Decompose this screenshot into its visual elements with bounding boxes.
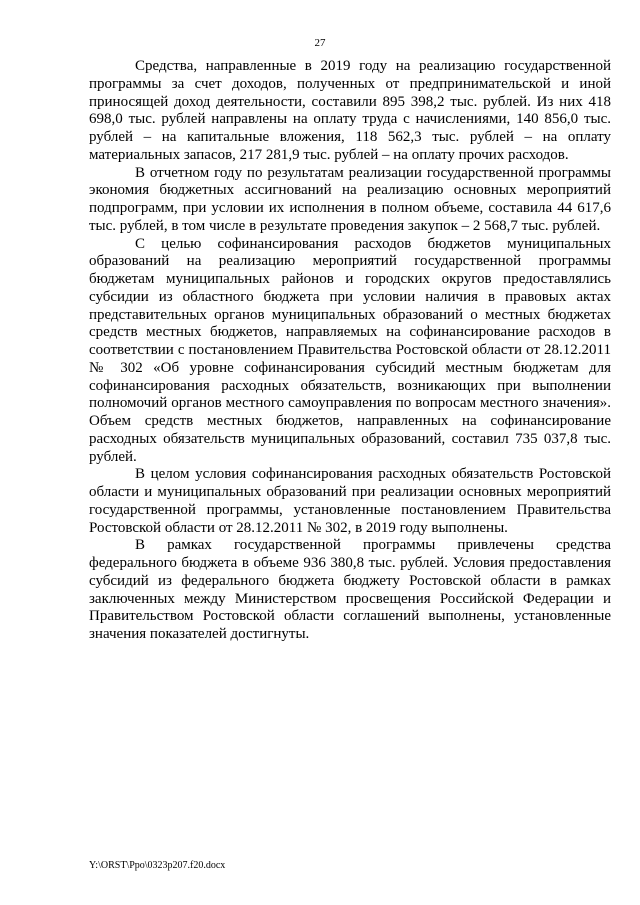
document-body [89, 58, 611, 644]
page-number: 27 [314, 37, 326, 49]
paragraph-funds-from-business-activity: Средства, направленные в 2019 году на реализацию государственной программы за счет доходов, полученных от предпринимательской и иной приносящей доход деятельности, составили 895 398,2 тыс. рублей. Из них 418 698,0 тыс. рублей направлены на оплату труда с начислениями, 140 856,0 тыс. рублей – на капитальные вложения, 118 562,3 тыс. рублей – на оплату материальных запасов, 217 281,9 тыс. рублей – на оплату прочих расходов. [89, 58, 611, 163]
paragraph-federal-funds: В рамках государственной программы привлечены средства федерального бюджета в объеме 936 380,8 тыс. рублей. Условия предоставления субсидий из федерального бюджета бюджету Ростовской области в рамках заключенных между Министерством просвещения Российской Федерации и Правительством Ростовской области соглашений выполнены, установленные значения показателей достигнуты. [89, 537, 611, 642]
paragraph-budget-savings: В отчетном году по результатам реализации государственной программы экономия бюджетных ассигнований на реализацию основных мероприятий подпрограмм, при условии их исполнения в полном объеме, составила 44 617,6 тыс. рублей, в том числе в результате проведения закупок – 2 568,7 тыс. рублей. [89, 164, 611, 234]
footer-file-path: Y:\ORST\Ppo\0323p207.f20.docx [89, 860, 226, 871]
paragraph-cofinancing-conditions: В целом условия софинансирования расходных обязательств Ростовской области и муниципальных образований при реализации основных мероприятий государственной программы, установленные постановлением Правительства Ростовской области от 28.12.2011 № 302, в 2019 году выполнены. [89, 466, 611, 536]
paragraph-cofinancing-subsidies: С целью софинансирования расходов бюджетов муниципальных образований на реализацию мероприятий государственной программы бюджетам муниципальных районов и городских округов предоставлялись субсидии из областного бюджета при условии наличия в правовых актах представительных органов муниципальных образований о местных бюджетах средств местных бюджетов, направляемых на софинансирование расходов в соответствии с постановлением Правительства Ростовской области от 28.12.2011 № 302 «Об уровне софинансирования субсидий местным бюджетам для софинансирования расходных обязательств, возникающих при выполнении полномочий органов местного самоуправления по вопросам местного значения». Объем средств местных бюджетов, направленных на софинансирование расходных обязательств муниципальных образований, составил 735 037,8 тыс. рублей. [89, 235, 611, 465]
